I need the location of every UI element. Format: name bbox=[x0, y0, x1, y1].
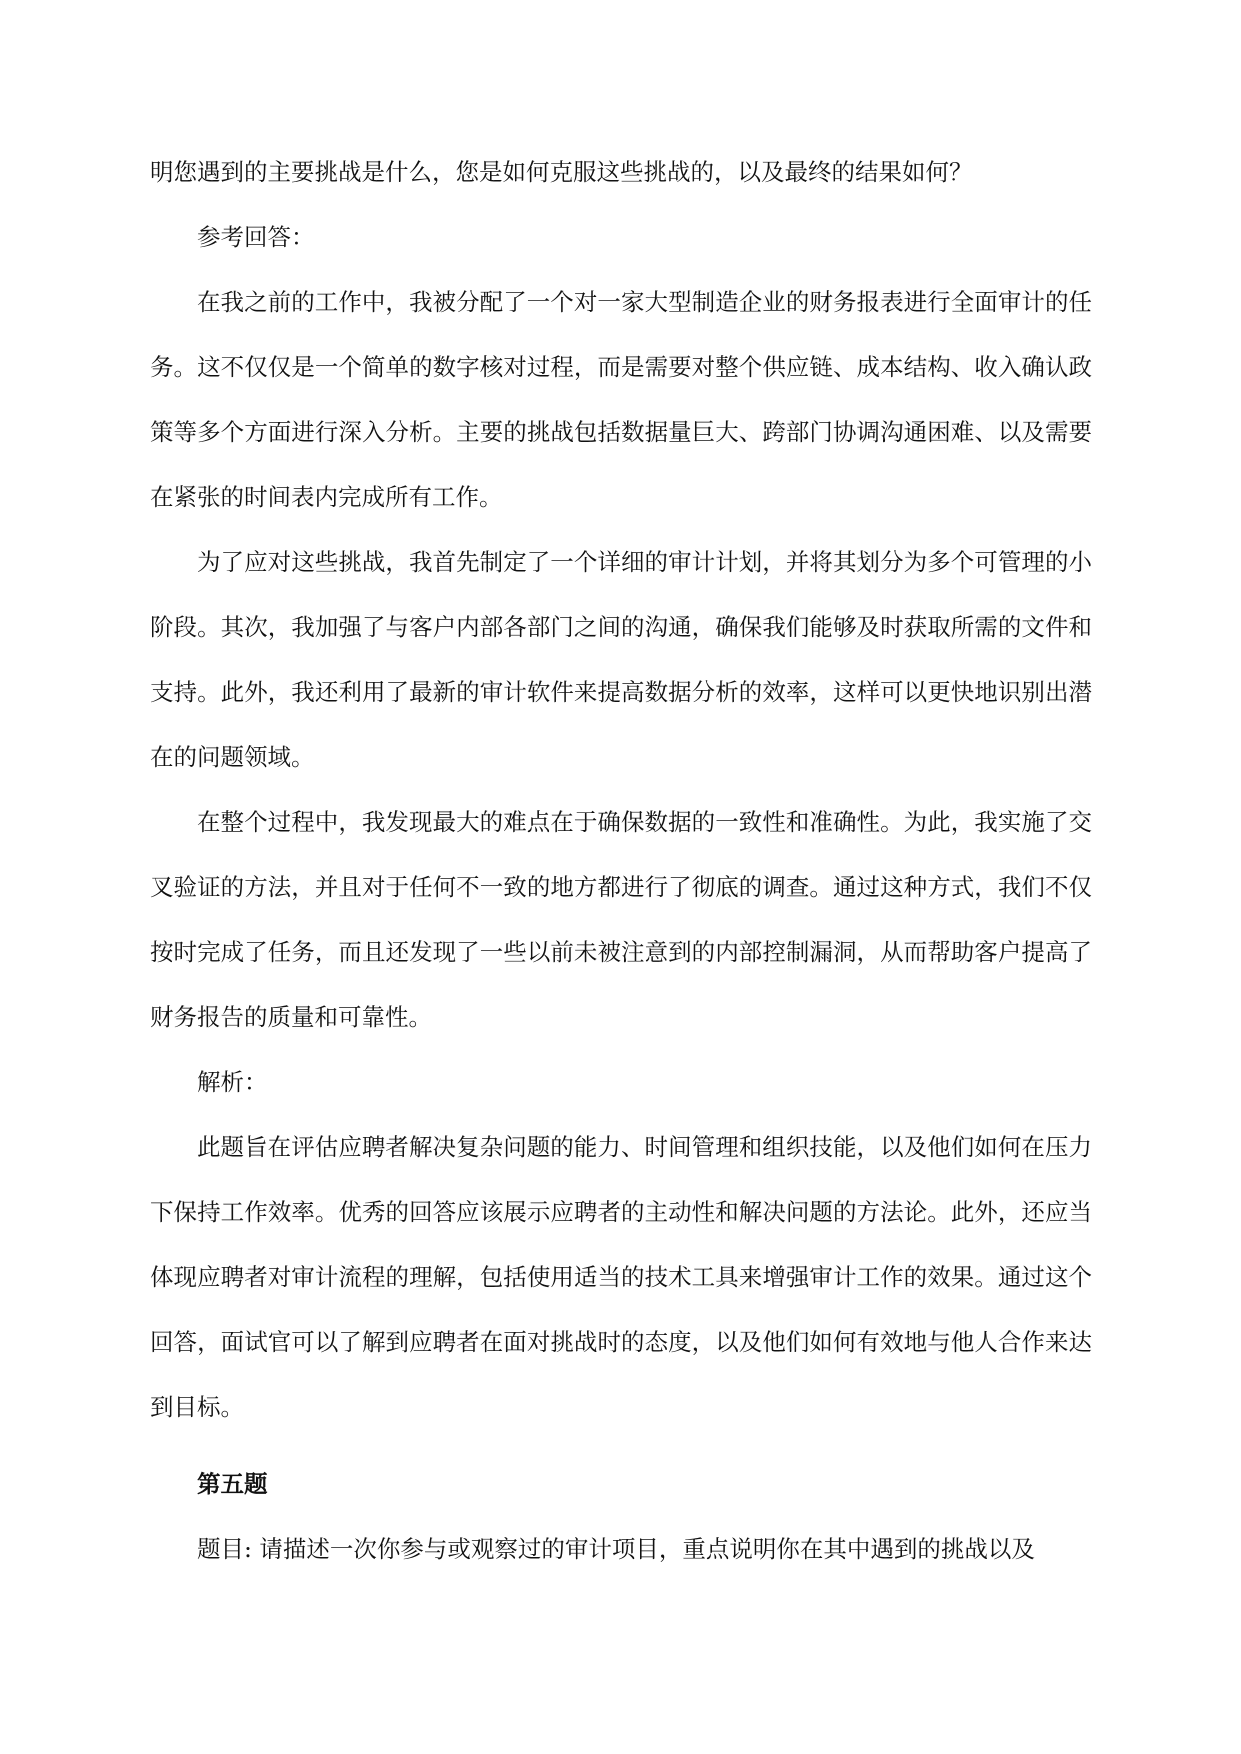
question-five-text: 题目: 请描述一次你参与或观察过的审计项目，重点说明你在其中遇到的挑战以及 bbox=[197, 1535, 1035, 1563]
answer-paragraph-2: 为了应对这些挑战，我首先制定了一个详细的审计计划，并将其划分为多个可管理的小阶段。其次，我加强了与客户内部各部门之间的沟通，确保我们能够及时获取所需的文件和支持。此外，我还利用了最新的审计软件来提高数据分析的效率，这样可以更快地识别出潜在的问题领域。 bbox=[150, 548, 1092, 771]
answer-paragraph-3: 在整个过程中，我发现最大的难点在于确保数据的一致性和准确性。为此，我实施了交叉验证的方法，并且对于任何不一致的地方都进行了彻底的调查。通过这种方式，我们不仅按时完成了任务，而且还发现了一些以前未被注意到的内部控制漏洞，从而帮助客户提高了财务报告的质量和可靠性。 bbox=[150, 808, 1092, 1031]
section-heading: 第五题 bbox=[197, 1470, 268, 1498]
reference-answer-label: 参考回答： bbox=[197, 223, 315, 251]
analysis-label: 解析： bbox=[197, 1068, 268, 1096]
analysis-paragraph: 此题旨在评估应聘者解决复杂问题的能力、时间管理和组织技能，以及他们如何在压力下保持工作效率。优秀的回答应该展示应聘者的主动性和解决问题的方法论。此外，还应当体现应聘者对审计流程的理解，包括使用适当的技术工具来增强审计工作的效果。通过这个回答，面试官可以了解到应聘者在面对挑战时的态度，以及他们如何有效地与他人合作来达到目标。 bbox=[150, 1133, 1092, 1421]
question-continuation: 明您遇到的主要挑战是什么，您是如何克服这些挑战的，以及最终的结果如何？ bbox=[150, 158, 973, 186]
page-body bbox=[150, 140, 1092, 1582]
answer-paragraph-1: 在我之前的工作中，我被分配了一个对一家大型制造企业的财务报表进行全面审计的任务。这不仅仅是一个简单的数字核对过程，而是需要对整个供应链、成本结构、收入确认政策等多个方面进行深入分析。主要的挑战包括数据量巨大、跨部门协调沟通困难、以及需要在紧张的时间表内完成所有工作。 bbox=[150, 288, 1092, 511]
